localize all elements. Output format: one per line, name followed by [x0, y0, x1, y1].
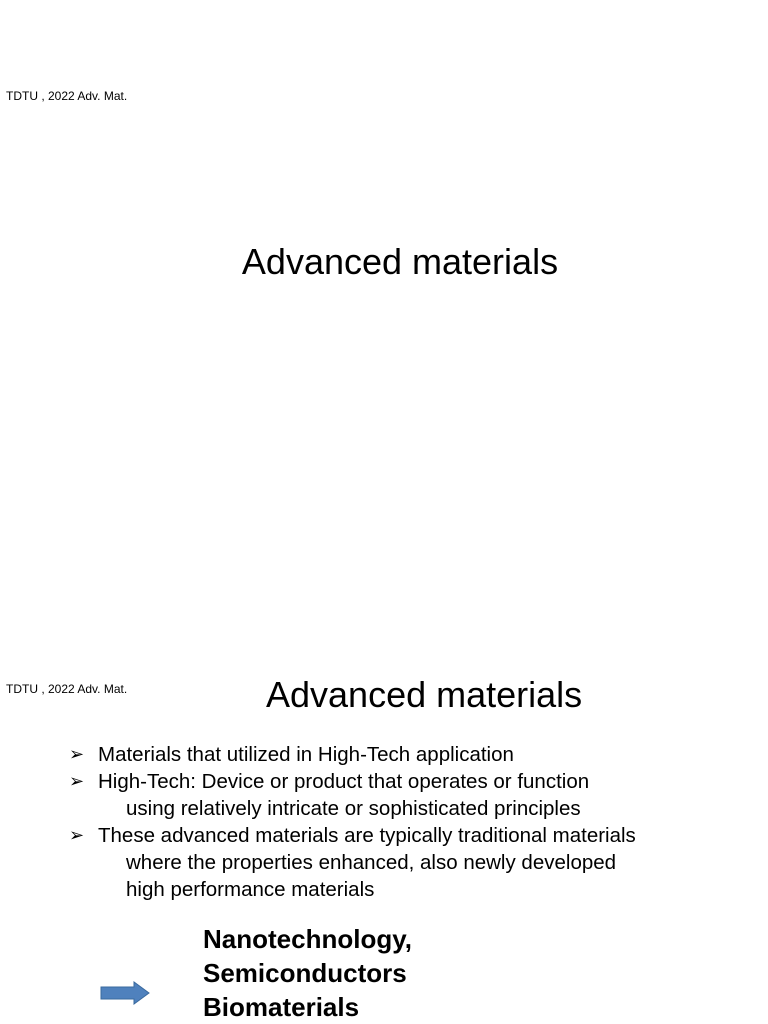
- bullet-text-continuation: using relatively intricate or sophisticated principles: [126, 797, 581, 820]
- slide-2: [0, 596, 768, 1024]
- bullet-text-continuation: where the properties enhanced, also newly developed: [126, 851, 617, 874]
- slide-footer: TDTU , 2022 Adv. Mat.: [6, 682, 128, 696]
- bullet-item: [68, 822, 728, 903]
- arrowhead-bullet-icon: ➢: [69, 771, 85, 791]
- right-arrow-icon: [100, 981, 150, 1005]
- bullet-item: [68, 768, 728, 822]
- slide-footer: TDTU , 2022 Adv. Mat.: [6, 89, 128, 103]
- slide-title: Advanced materials: [266, 674, 583, 715]
- topic-biomaterials: Biomaterials: [203, 992, 360, 1022]
- bullet-list: [68, 741, 728, 903]
- arrowhead-bullet-icon: ➢: [69, 825, 85, 845]
- bullet-text-continuation: high performance materials: [126, 878, 375, 901]
- bullet-text: High-Tech: Device or product that operates or function: [98, 770, 590, 793]
- bullet-text: Materials that utilized in High-Tech application: [98, 743, 514, 766]
- topic-nanotechnology: Nanotechnology,: [203, 924, 412, 954]
- bullet-item: [68, 741, 728, 768]
- topic-semiconductors: Semiconductors: [203, 958, 407, 988]
- bullet-text: These advanced materials are typically traditional materials: [98, 824, 636, 847]
- slide-title: Advanced materials: [241, 241, 559, 282]
- arrowhead-bullet-icon: ➢: [69, 744, 85, 764]
- topic-list: [203, 922, 412, 1024]
